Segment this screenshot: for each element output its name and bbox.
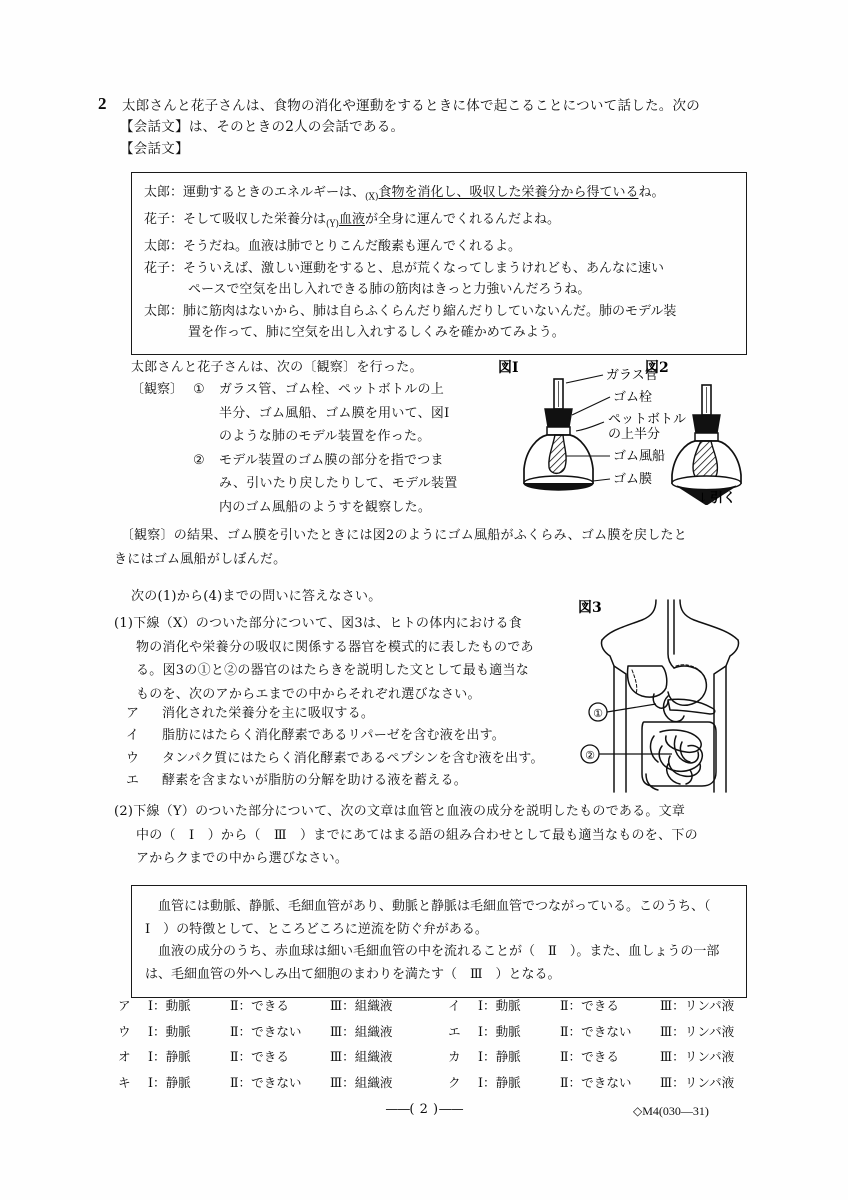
- question-2-line-1: (2)下線（Y）のついた部分について、次の文章は血管と血液の成分を説明したものである。文章: [114, 804, 686, 819]
- choice-u[interactable]: [126, 748, 576, 770]
- bottle-neck: [547, 427, 570, 435]
- label-glass-tube: ガラス管: [606, 368, 658, 383]
- question-heading: [98, 96, 778, 160]
- footer-dash-left: ——: [385, 1102, 410, 1117]
- option-ki-field-1: I：静脈: [148, 1074, 191, 1090]
- option-a-field-1: I：動脈: [148, 998, 191, 1013]
- choice-a[interactable]: [126, 703, 576, 725]
- option-ku-field-2: Ⅱ：できない: [560, 1074, 632, 1090]
- choice-u-text: タンパク質にはたらく消化酵素であるペプシンを含む液を出す。: [162, 750, 544, 766]
- item-marker-2: ②: [193, 452, 205, 468]
- leader-bottle: [576, 422, 604, 431]
- option-row-4: [118, 1070, 778, 1096]
- leader-membrane: [593, 479, 610, 481]
- choice-a-text: 消化された栄養分を主に吸収する。: [162, 706, 375, 721]
- leader-glass-tube: [566, 375, 603, 383]
- rubber-stopper-shape: [545, 409, 572, 427]
- question-1-line-3: る。図3の①と②の器官のはたらきを説明した文として最も適当な: [136, 663, 530, 678]
- option-e[interactable]: [448, 1019, 778, 1045]
- figure-2: [645, 357, 775, 505]
- item-2-line-2: み、引いたり戻したりして、モデル装置: [219, 476, 458, 492]
- label-membrane: ゴム膜: [613, 472, 653, 487]
- option-ki-field-2: Ⅱ：できない: [230, 1074, 302, 1090]
- option-u-field-3: Ⅲ：組織液: [330, 1023, 393, 1039]
- option-e-key: エ: [448, 1023, 461, 1039]
- result-line-1: 〔観察〕の結果、ゴム膜を引いたときには図2のようにゴム風船がふくらみ、ゴム膜を戻したと: [114, 528, 687, 543]
- option-ka-key: カ: [448, 1049, 461, 1065]
- esophagus-shape: [668, 600, 674, 668]
- option-ka-field-3: Ⅲ：リンパ液: [660, 1049, 735, 1065]
- observation-label: 〔観察〕: [131, 382, 184, 397]
- question-2-line-2: 中の（ I ）から（ Ⅲ ）までにあてはまる語の組み合わせとして最も適当なものを、下の: [136, 827, 698, 843]
- questions-lead: 次の(1)から(4)までの問いに答えなさい。: [131, 589, 382, 604]
- option-i-field-1: I：動脈: [478, 998, 521, 1013]
- option-u-field-2: Ⅱ：できない: [230, 1023, 302, 1039]
- label-bottle-top-2: の上半分: [608, 427, 661, 442]
- option-o-field-1: I：静脈: [148, 1049, 191, 1065]
- option-o-field-3: Ⅲ：組織液: [330, 1049, 393, 1065]
- underline-marker-x: (X): [365, 192, 379, 203]
- question-1-line-2: 物の消化や栄養分の吸収に関係する器官を模式的に表したものであ: [136, 639, 534, 655]
- observation-result: [114, 524, 764, 572]
- option-a-field-2: Ⅱ：できる: [230, 998, 289, 1013]
- organ-marker-2: ②: [585, 749, 595, 762]
- item-2-line-1: モデル装置のゴム膜の部分を指でつま: [219, 452, 444, 468]
- question-2-number: (2): [114, 804, 134, 819]
- dialogue-line-taro-3a: 太郎：肺に筋肉はないから、肺は自らふくらんだり縮んだりしていないんだ。肺のモデル装: [144, 303, 677, 319]
- observation-intro: 太郎さんと花子さんは、次の〔観察〕を行った。: [131, 360, 423, 375]
- passage-paragraph-2: 血液の成分のうち、赤血球は細い毛細血管の中を流れることが（ Ⅱ ）。また、血しょうの一部は、毛細血管の外へしみ出て細胞のまわりを満たす（ Ⅲ ）となる。: [145, 944, 720, 982]
- item-1-line-2: 半分、ゴム風船、ゴム膜を用いて、図I: [219, 405, 450, 421]
- figure-3-title: 図3: [578, 600, 602, 616]
- label-rubber-stopper: ゴム栓: [613, 390, 653, 405]
- figure-2-svg: [645, 357, 775, 505]
- appendix-shape: [646, 774, 658, 790]
- option-i-field-3: Ⅲ：リンパ液: [660, 998, 735, 1013]
- option-u-field-1: I：動脈: [148, 1023, 191, 1039]
- conversation-box: [131, 172, 747, 355]
- option-ka[interactable]: [448, 1044, 778, 1070]
- underlined-text-y: 血液: [339, 212, 366, 228]
- option-i-key: イ: [448, 998, 461, 1013]
- underline-marker-y: (Y): [326, 219, 339, 230]
- observation-items: [193, 378, 491, 520]
- question-1-line-4: ものを、次のアからエまでの中からそれぞれ選びなさい。: [136, 686, 481, 702]
- rubber-membrane-shape: [524, 483, 593, 490]
- body-outline-right-arm: [726, 640, 739, 792]
- choice-e-text: 酵素を含まないが脂肪の分解を助ける液を蓄える。: [162, 773, 467, 789]
- option-ku-field-3: Ⅲ：リンパ液: [660, 1074, 735, 1090]
- label-balloon: ゴム風船: [613, 449, 666, 464]
- question-number: 2: [98, 94, 107, 113]
- item-2-line-3: 内のゴム風船のようすを観察した。: [219, 499, 432, 515]
- dialogue-line-hanako-1: 花子：そして吸収した栄養分は$_{(Y)}$血液が全身に運んでくれるんだよね。: [144, 212, 561, 230]
- option-ka-field-1: I：静脈: [478, 1049, 521, 1065]
- question-1-line-1: (1)下線（X）のついた部分について、図3は、ヒトの体内における食: [114, 616, 523, 631]
- intro-line-2: 【会話文】は、そのときの2人の会話である。: [120, 119, 405, 135]
- pancreas-shape: [668, 699, 715, 714]
- item-1-line-1: ガラス管、ゴム栓、ペットボトルの上: [219, 382, 445, 397]
- option-o-field-2: Ⅱ：できる: [230, 1049, 289, 1065]
- option-a-field-3: Ⅲ：組織液: [330, 998, 393, 1013]
- label-pull: 引く: [710, 491, 737, 505]
- organ-marker-1: ①: [593, 707, 603, 720]
- pull-arrow-icon: ↓: [697, 491, 708, 505]
- option-o[interactable]: [118, 1044, 448, 1070]
- choice-e[interactable]: [126, 770, 576, 792]
- rubber-stopper-shape-2: [693, 415, 720, 433]
- option-i-field-2: Ⅱ：できる: [560, 998, 619, 1013]
- option-ki[interactable]: [118, 1070, 448, 1096]
- footer-number: ( 2 ): [409, 1102, 439, 1117]
- underlined-text-x: 食物を消化し、吸収した栄養分から得ている: [378, 185, 639, 200]
- intro-line-1: 太郎さんと花子さんは、食物の消化や運動をするときに体で起こることについて話した。次の: [122, 98, 701, 114]
- observation-item-2: [193, 449, 491, 520]
- option-e-field-3: Ⅲ：リンパ液: [660, 1023, 735, 1039]
- item-1-line-3: のような肺のモデル装置を作った。: [219, 429, 431, 445]
- option-u[interactable]: [118, 1019, 448, 1045]
- figure-2-title: 図2: [645, 360, 669, 376]
- body-outline-right-shoulder: [680, 600, 738, 640]
- label-bottle-top-1: ペットボトル: [608, 412, 687, 427]
- question-2-line-3: アからクまでの中から選びなさい。: [136, 851, 349, 866]
- option-e-field-1: I：動脈: [478, 1023, 521, 1039]
- option-row-2: [118, 1019, 778, 1045]
- option-i[interactable]: [448, 993, 778, 1019]
- figure-3-svg: [576, 596, 776, 796]
- dialogue-line-taro-1: 太郎：運動するときのエネルギーは、$_{(X)}$食物を消化し、吸収した栄養分から得ているね。: [144, 185, 665, 203]
- choice-i-key: イ: [126, 728, 140, 744]
- small-intestine-coil-8: [651, 736, 658, 762]
- choice-e-key: エ: [126, 773, 140, 789]
- dialogue-line-taro-3b: 置を作って、肺に空気を出し入れするしくみを確かめてみよう。: [188, 325, 565, 341]
- option-ku[interactable]: [448, 1070, 778, 1096]
- option-e-field-2: Ⅱ：できない: [560, 1023, 632, 1039]
- dialogue-line-taro-2: 太郎：そうだね。血液は肺でとりこんだ酸素も運んでくれるよ。: [144, 239, 522, 255]
- observation-block: [131, 378, 491, 520]
- option-u-key: ウ: [118, 1023, 131, 1039]
- option-ka-field-2: Ⅱ：できる: [560, 1049, 619, 1065]
- footer-code: ◇M4(030—31): [633, 1104, 709, 1118]
- passage-box: [131, 885, 747, 998]
- option-row-3: [118, 1044, 778, 1070]
- body-outline-left-side: [614, 666, 626, 792]
- liver-shape: [628, 666, 667, 697]
- option-ki-field-3: Ⅲ：組織液: [330, 1074, 393, 1090]
- item-marker-1: ①: [193, 382, 205, 397]
- dialogue-line-hanako-2a: 花子：そういえば、激しい運動をすると、息が荒くなってしまうけれども、あんなに速い: [144, 260, 665, 276]
- option-o-key: オ: [118, 1049, 131, 1065]
- question-1-choices: [126, 703, 576, 793]
- dialogue-line-hanako-2b: ペースで空気を出し入れできる肺の筋肉はきっと力強いんだろうね。: [188, 282, 591, 298]
- bottle-neck-2: [695, 433, 718, 441]
- choice-a-key: ア: [126, 706, 140, 721]
- option-row-1: [118, 993, 778, 1019]
- option-ku-key: ク: [448, 1074, 461, 1090]
- option-ku-field-1: I：静脈: [478, 1074, 521, 1090]
- choice-u-key: ウ: [126, 750, 140, 766]
- figure-3: [576, 596, 776, 796]
- choice-i-text: 脂肪にはたらく消化酵素であるリパーゼを含む液を出す。: [162, 728, 506, 744]
- question-1: [114, 612, 574, 706]
- figure-1-title: 図I: [498, 360, 519, 376]
- body-outline-left-shoulder: [602, 600, 656, 640]
- footer-page-number: [0, 1102, 848, 1117]
- conversation-label: 【会話文】: [120, 141, 189, 157]
- small-intestine-coil-4: [674, 736, 698, 763]
- option-a-key: ア: [118, 998, 131, 1013]
- question-2-options: [118, 993, 778, 1095]
- option-ki-key: キ: [118, 1074, 131, 1090]
- observation-item-1: [193, 378, 491, 449]
- question-1-number: (1): [114, 616, 134, 631]
- leader-stopper: [572, 397, 610, 415]
- option-a[interactable]: [118, 993, 448, 1019]
- passage-paragraph-1: 血管には動脈、静脈、毛細血管があり、動脈と静脈は毛細血管でつながっている。このうち、（ I ）の特徴として、ところどころに逆流を防ぐ弁がある。: [145, 899, 724, 937]
- footer-dash-right: ——: [438, 1102, 463, 1117]
- result-line-2: きにはゴム風船がしぼんだ。: [114, 552, 287, 567]
- choice-i[interactable]: [126, 725, 576, 747]
- question-2: [114, 800, 764, 871]
